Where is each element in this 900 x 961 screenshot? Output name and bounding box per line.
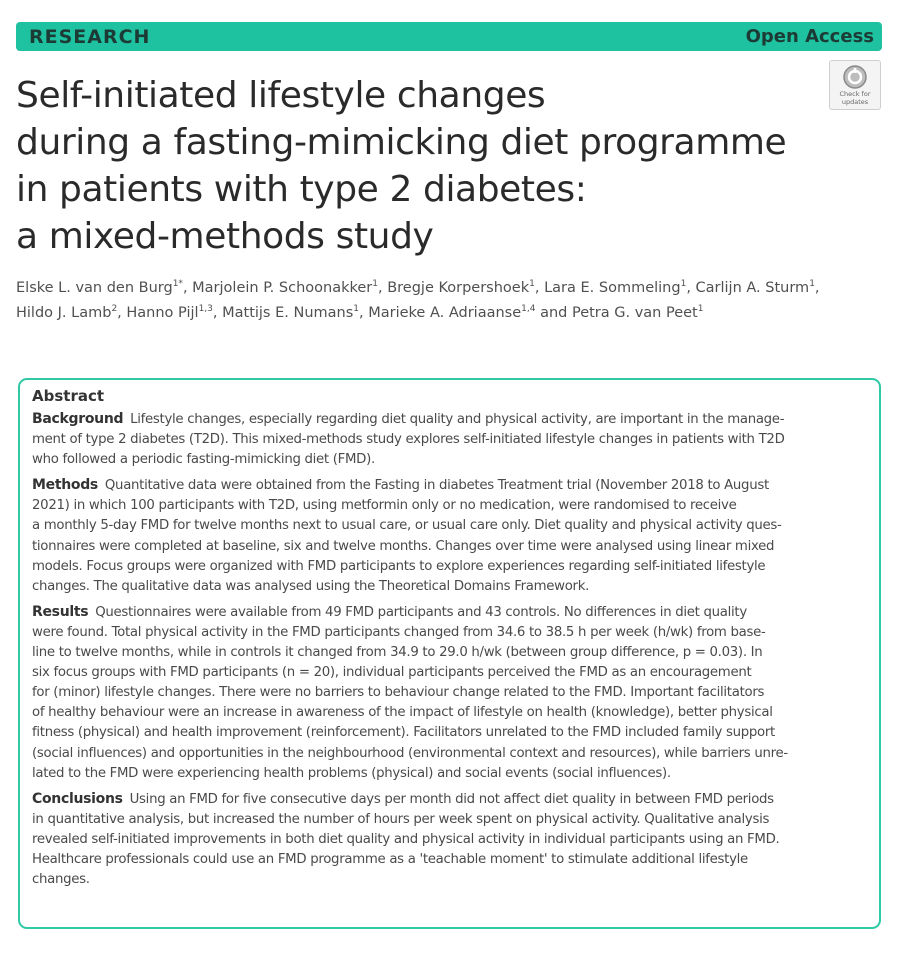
abstract-line: Conclusions Using an FMD for five consecutive days per month did not affect diet quality in between FMD periods (32, 790, 774, 807)
abstract-line: six focus groups with FMD participants (n = 20), individual participants perceived the FMD as an encouragement (32, 665, 752, 681)
author-affiliation: 1 (372, 279, 378, 289)
abstract-line: revealed self-initiated improvements in both diet quality and physical activity in individual participants using an FMD. (32, 831, 780, 847)
author-affiliation: 1 (809, 279, 815, 289)
abstract-line: fitness (physical) and health improvement (reinforcement). Facilitators unrelated to the FMD included family support (32, 725, 775, 741)
abstract-section-conclusions (32, 789, 867, 890)
author-affiliation: 1* (172, 279, 183, 289)
author-name: , Lara E. Sommeling (534, 280, 681, 296)
author-list (16, 276, 876, 326)
author-affiliation: 1 (353, 304, 360, 314)
abstract-heading: Abstract (32, 387, 105, 405)
abstract-box (18, 378, 881, 929)
abstract-line: who followed a periodic fasting-mimicking diet (FMD). (32, 452, 375, 468)
article-title (16, 72, 836, 260)
abstract-line: Healthcare professionals could use an FMD programme as a 'teachable moment' to stimulate additional lifestyle (32, 851, 748, 867)
abstract-section-background (32, 409, 867, 470)
section-banner (16, 22, 882, 51)
badge-text-line: Check for (839, 90, 871, 98)
author-affiliation: 1 (529, 279, 535, 289)
author-name: , (814, 280, 820, 296)
author-name: Hildo J. Lamb (16, 305, 112, 321)
abstract-subheading: Methods (32, 477, 98, 494)
open-access-label[interactable]: Open Access (745, 26, 874, 47)
abstract-line: tionnaires were completed at baseline, six and twelve months. Changes over time were analysed using linear mixed (32, 538, 775, 554)
abstract-line: Results Questionnaires were available from 49 FMD participants and 43 controls. No differences in diet quality (32, 603, 747, 620)
abstract-subheading: Results (32, 603, 89, 620)
abstract-line: in quantitative analysis, but increased the number of hours per week spent on physical activity. Qualitative analysis (32, 811, 770, 827)
author-name: Elske L. van den Burg (16, 280, 173, 296)
author-name: , Marieke A. Adriaanse (359, 305, 522, 321)
abstract-line: line to twelve months, while in controls it changed from 34.9 to 29.0 h/wk (between group difference, p = 0.03). In (32, 645, 763, 661)
abstract-section-methods (32, 475, 867, 597)
author-affiliation: 1,4 (521, 304, 536, 314)
abstract-line: (social influences) and opportunities in the neighbourhood (environmental context and resources), while barriers unre- (32, 745, 788, 761)
check-for-updates-badge[interactable] (829, 60, 881, 110)
abstract-line: Methods Quantitative data were obtained from the Fasting in diabetes Treatment trial (November 2018 to August (32, 477, 769, 494)
author-name: , Bregje Korpershoek (377, 280, 530, 296)
abstract-line: lated to the FMD were experiencing health problems (physical) and social events (social influences). (32, 765, 671, 781)
abstract-subheading: Conclusions (32, 790, 123, 807)
author-name: , Marjolein P. Schoonakker (182, 280, 373, 296)
author-name: , Carlijn A. Sturm (686, 280, 810, 296)
abstract-line: for (minor) lifestyle changes. There were no barriers to behaviour change related to the FMD. Important facilitators (32, 685, 765, 701)
section-label: RESEARCH (29, 25, 151, 48)
title-line: in patients with type 2 diabetes: (16, 169, 587, 210)
title-line: a mixed-methods study (16, 216, 434, 257)
abstract-line: Background Lifestyle changes, especially regarding diet quality and physical activity, are important in the manage- (32, 411, 785, 427)
badge-text-line: updates (841, 98, 869, 106)
abstract-line: changes. (32, 872, 90, 888)
author-affiliation: 1 (697, 304, 704, 314)
abstract-line: changes. The qualitative data was analysed using the Theoretical Domains Framework. (32, 578, 590, 594)
abstract-line: were found. Total physical activity in the FMD participants changed from 34.6 to 38.5 h per week (h/wk) from base- (32, 624, 766, 640)
author-affiliation: 1 (680, 279, 687, 289)
author-affiliation: 1,3 (198, 304, 213, 314)
abstract-section-results (32, 602, 867, 784)
author-name: , Mattijs E. Numans (212, 305, 354, 321)
author-affiliation: 2 (111, 304, 118, 314)
author-name: , Hanno Pijl (117, 305, 199, 321)
abstract-line: ment of type 2 diabetes (T2D). This mixed-methods study explores self-initiated lifestyle changes in patients with T2D (32, 432, 785, 448)
title-line: during a fasting-mimicking diet programme (16, 122, 787, 163)
abstract-line: models. Focus groups were organized with FMD participants to explore experiences regarding self-initiated lifestyle (32, 558, 766, 574)
check-for-updates-icon (842, 64, 868, 90)
author-name: and Petra G. van Peet (535, 305, 698, 321)
abstract-line: of healthy behaviour were an increase in awareness of the impact of lifestyle on health (knowledge), better physical (32, 705, 773, 721)
title-line: Self-initiated lifestyle changes (16, 75, 546, 116)
author-row (16, 301, 876, 326)
abstract-line: 2021) in which 100 participants with T2D, using metformin only or no medication, were randomised to receive (32, 498, 737, 514)
abstract-line: a monthly 5-day FMD for twelve months next to usual care, or usual care only. Diet quality and physical activity ques- (32, 518, 782, 534)
author-row (16, 276, 876, 301)
abstract-subheading: Background (32, 411, 124, 427)
